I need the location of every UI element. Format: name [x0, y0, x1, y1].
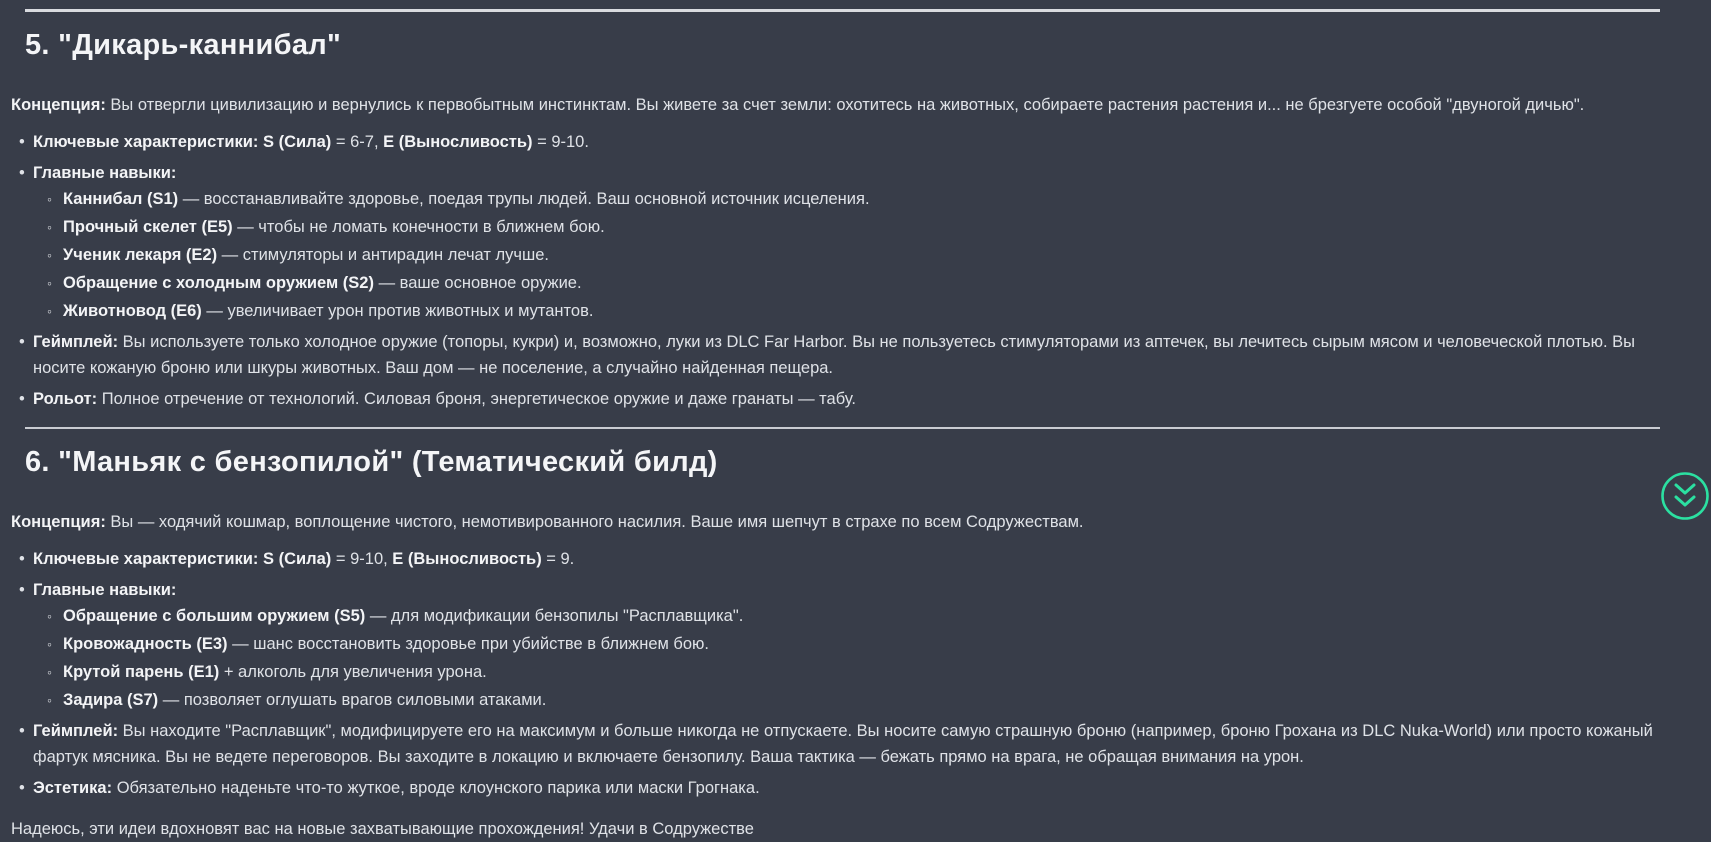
bold-text: Ключевые характеристики: S (Сила) — [33, 550, 332, 568]
text-run: — ваше основное оружие. — [373, 274, 582, 292]
section-heading: 6. "Маньяк с бензопилой" (Тематический билд) — [25, 446, 718, 478]
text-run: Вы отвергли цивилизацию и вернулись к первобытным инстинктам. Вы живете за счет земли: охотитесь на животных, собираете растения растения и... не брезгуете особой "двуногой дичью". — [105, 96, 1585, 114]
bold-text: Геймплей: — [33, 722, 119, 740]
document-sections — [0, 9, 1684, 801]
sub-list-item — [47, 659, 1658, 685]
section-divider — [25, 9, 1660, 12]
bold-text: Обращение с большим оружием (S5) — [63, 607, 366, 625]
text-run: Вы используете только холодное оружие (топоры, кукри) и, возможно, луки из DLC Far Harbor. Вы не пользуетесь стимуляторами из аптечек, вы лечитесь сырым мясом и человеческой плотью. Вы носите кожаную броню или шкуры животных. Ваш дом — не поселение, а случайно найденная пещера. — [33, 333, 1636, 377]
sub-list-item — [47, 298, 1658, 324]
scroll-to-bottom-button[interactable] — [1659, 470, 1711, 522]
bullet-list — [0, 129, 1658, 412]
bold-text: Прочный скелет (E5) — [63, 218, 233, 236]
bold-text: Животновод (E6) — [63, 302, 202, 320]
sub-list — [33, 186, 1658, 324]
text-run: — чтобы не ломать конечности в ближнем бою. — [232, 218, 605, 236]
sub-list-item — [47, 687, 1658, 713]
double-chevron-down-icon — [1659, 470, 1711, 522]
text-run: Вы — ходячий кошмар, воплощение чистого, немотивированного насилия. Ваше имя шепчут в страхе по всем Содружествам. — [105, 513, 1084, 531]
list-item — [19, 329, 1658, 381]
bold-text: Концепция: — [11, 513, 106, 531]
bold-text: Ключевые характеристики: S (Сила) — [33, 133, 332, 151]
bold-text: Обращение с холодным оружием (S2) — [63, 274, 374, 292]
text-run: = 9-10, — [331, 550, 393, 568]
sub-list-item — [47, 186, 1658, 212]
sub-list-item — [47, 242, 1658, 268]
section-heading: 5. "Дикарь-каннибал" — [25, 29, 342, 61]
list-item — [19, 160, 1658, 324]
bold-text: Кровожадность (E3) — [63, 635, 228, 653]
text-run: = 9. — [541, 550, 575, 568]
section-divider — [25, 427, 1660, 429]
text-run: — увеличивает урон против животных и мутантов. — [201, 302, 594, 320]
document — [0, 9, 1684, 838]
bold-text: Каннибал (S1) — [63, 190, 179, 208]
list-item — [19, 577, 1658, 713]
text-run: — для модификации бензопилы "Расплавщика". — [365, 607, 744, 625]
bold-text: Главные навыки: — [33, 164, 177, 182]
text-run: = 9-10. — [532, 133, 589, 151]
bold-text: Геймплей: — [33, 333, 119, 351]
list-item — [19, 546, 1658, 572]
bold-text: Задира (S7) — [63, 691, 159, 709]
bold-text: Концепция: — [11, 96, 106, 114]
concept-paragraph — [11, 509, 1658, 535]
bullet-list — [0, 546, 1658, 801]
text-run: Полное отречение от технологий. Силовая броня, энергетическое оружие и даже гранаты — табу. — [97, 390, 856, 408]
bold-text: Главные навыки: — [33, 581, 177, 599]
list-item — [19, 718, 1658, 770]
bold-text: E (Выносливость) — [392, 550, 542, 568]
concept-paragraph — [11, 92, 1658, 118]
text-run: — позволяет оглушать врагов силовыми атаками. — [158, 691, 547, 709]
list-item — [19, 386, 1658, 412]
bold-text: Ученик лекаря (E2) — [63, 246, 218, 264]
sub-list-item — [47, 270, 1658, 296]
text-run: — восстанавливайте здоровье, поедая трупы людей. Ваш основной источник исцеления. — [178, 190, 870, 208]
text-run: — стимуляторы и антирадин лечат лучше. — [217, 246, 549, 264]
sub-list-item — [47, 214, 1658, 240]
bold-text: Рольот: — [33, 390, 98, 408]
text-run: Обязательно наденьте что-то жуткое, вроде клоунского парика или маски Грогнака. — [112, 779, 760, 797]
bold-text: Крутой парень (E1) — [63, 663, 220, 681]
closing-paragraph: Надеюсь, эти идеи вдохновят вас на новые захватывающие прохождения! Удачи в Содружестве — [11, 820, 754, 838]
sub-list-item — [47, 603, 1658, 629]
text-run: = 6-7, — [331, 133, 384, 151]
text-run: + алкоголь для увеличения урона. — [219, 663, 487, 681]
list-item — [19, 129, 1658, 155]
text-run: Вы находите "Расплавщик", модифицируете его на максимум и больше никогда не отпускаете. Вы носите самую страшную броню (например, броню Грохана из DLC Nuka-World) или просто кожаный фартук мясника. Вы не ведете переговоров. Вы заходите в локацию и включаете бензопилу. Ваша тактика — бежать прямо на врага, не обращая внимания на урон. — [33, 722, 1653, 766]
bold-text: E (Выносливость) — [383, 133, 533, 151]
bold-text: Эстетика: — [33, 779, 113, 797]
sub-list — [33, 603, 1658, 713]
sub-list-item — [47, 631, 1658, 657]
list-item — [19, 775, 1658, 801]
text-run: — шанс восстановить здоровье при убийстве в ближнем бою. — [227, 635, 710, 653]
